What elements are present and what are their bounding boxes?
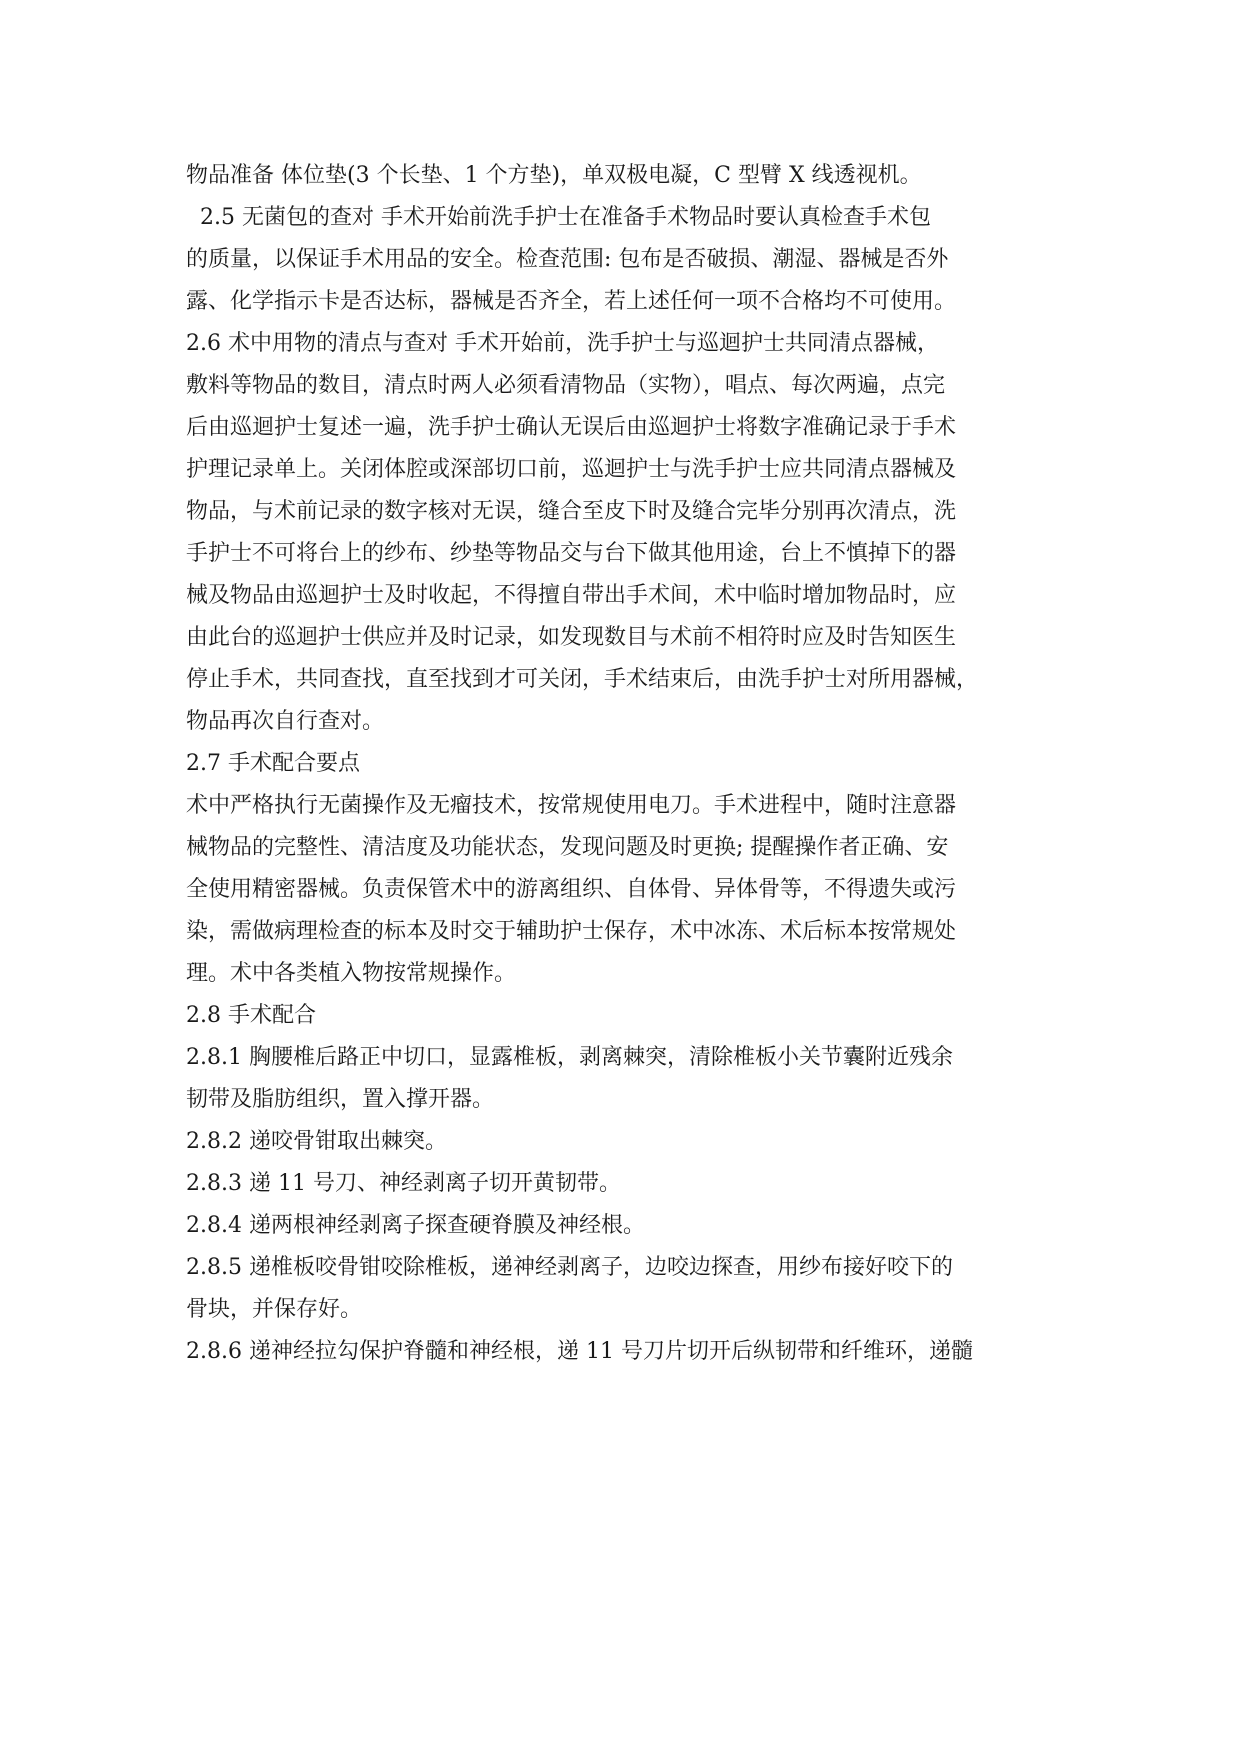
text-line: 的质量，以保证手术用品的安全。检查范围: 包布是否破损、潮湿、器械是否外 <box>186 247 949 272</box>
step-2-8-5: 2.8.5 递椎板咬骨钳咬除椎板，递神经剥离子，边咬边探查，用纱布接好咬下的 <box>186 1255 953 1280</box>
text-line: 手护士不可将台上的纱布、纱垫等物品交与台下做其他用途，台上不慎掉下的器 <box>186 541 957 566</box>
text-line: 术中严格执行无菌操作及无瘤技术，按常规使用电刀。手术进程中，随时注意器 <box>186 793 957 818</box>
text-line: 械及物品由巡迴护士及时收起，不得擅自带出手术间，术中临时增加物品时，应 <box>186 583 957 608</box>
step-2-8-3: 2.8.3 递 11 号刀、神经剥离子切开黄韧带。 <box>186 1171 621 1196</box>
text-line: 染，需做病理检查的标本及时交于辅助护士保存，术中冰冻、术后标本按常规处 <box>186 919 957 944</box>
step-2-8-1: 2.8.1 胸腰椎后路正中切口，显露椎板，剥离棘突，清除椎板小关节囊附近残余 <box>186 1045 953 1070</box>
step-2-8-2: 2.8.2 递咬骨钳取出棘突。 <box>186 1129 447 1154</box>
text-line: 敷料等物品的数目，清点时两人必须看清物品（实物），唱点、每次两遍，点完 <box>186 373 946 398</box>
step-2-8-4: 2.8.4 递两根神经剥离子探查硬脊膜及神经根。 <box>186 1213 645 1238</box>
text-line: 全使用精密器械。负责保管术中的游离组织、自体骨、异体骨等，不得遗失或污 <box>186 877 957 902</box>
text-line: 由此台的巡迴护士供应并及时记录，如发现数目与术前不相符时应及时告知医生 <box>186 625 957 650</box>
step-2-8-6: 2.8.6 递神经拉勾保护脊髓和神经根，递 11 号刀片切开后纵韧带和纤维环，递髓 <box>186 1339 973 1364</box>
text-line: 骨块，并保存好。 <box>186 1297 363 1322</box>
text-line: 后由巡迴护士复述一遍，洗手护士确认无误后由巡迴护士将数字准确记录于手术 <box>186 415 957 440</box>
text-line: 韧带及脂肪组织，置入撑开器。 <box>186 1087 495 1112</box>
text-line-2-5-heading: 2.5 无菌包的查对 手术开始前洗手护士在准备手术物品时要认真检查手术包 <box>200 205 931 230</box>
text-line-2-6-heading: 2.6 术中用物的清点与查对 手术开始前，洗手护士与巡迴护士共同清点器械， <box>186 331 939 356</box>
text-line: 物品，与术前记录的数字核对无误，缝合至皮下时及缝合完毕分别再次清点，洗 <box>186 499 957 524</box>
text-line: 护理记录单上。关闭体腔或深部切口前，巡迴护士与洗手护士应共同清点器械及 <box>186 457 957 482</box>
text-line-materials: 物品准备 体位垫(3 个长垫、1 个方垫)，单双极电凝，C 型臂 X 线透视机。 <box>186 163 922 188</box>
text-line: 理。术中各类植入物按常规操作。 <box>186 961 517 986</box>
text-line: 停止手术，共同查找，直至找到才可关闭，手术结束后，由洗手护士对所用器械， <box>186 667 979 692</box>
document-body <box>186 155 1056 1373</box>
section-heading-2-8: 2.8 手术配合 <box>186 1003 316 1028</box>
text-line: 露、化学指示卡是否达标，器械是否齐全，若上述任何一项不合格均不可使用。 <box>186 289 957 314</box>
section-heading-2-7: 2.7 手术配合要点 <box>186 751 360 776</box>
text-line: 物品再次自行查对。 <box>186 709 385 734</box>
text-line: 械物品的完整性、清洁度及功能状态，发现问题及时更换; 提醒操作者正确、安 <box>186 835 949 860</box>
